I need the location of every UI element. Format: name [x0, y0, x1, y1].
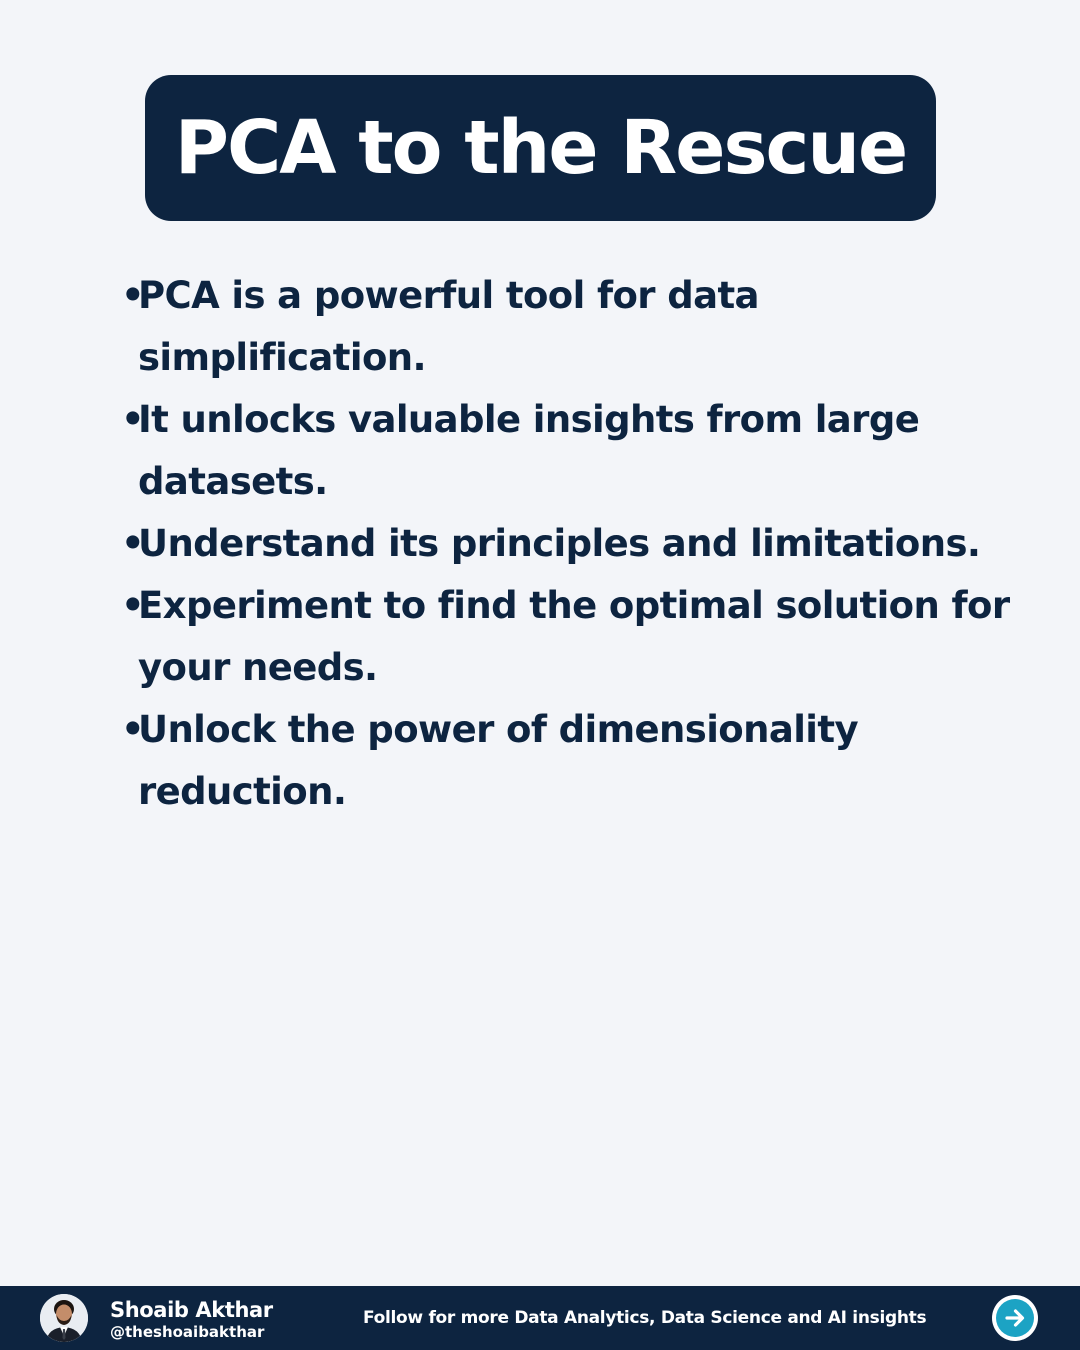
bullet-marker: • [121, 584, 145, 627]
page-title: PCA to the Rescue [174, 105, 907, 191]
bullet-text: Understand its principles and limitations. [138, 522, 981, 565]
list-item [118, 513, 1018, 575]
bullet-marker: • [121, 522, 145, 565]
list-item [118, 699, 1018, 823]
bullet-text: PCA is a powerful tool for data simplification. [138, 274, 759, 379]
bullet-marker: • [121, 398, 145, 441]
arrow-right-circle-icon [996, 1299, 1034, 1337]
list-item [118, 389, 1018, 513]
author-name: Shoaib Akthar [110, 1298, 273, 1322]
list-item [118, 575, 1018, 699]
bullet-text: It unlocks valuable insights from large datasets. [138, 398, 920, 503]
bullet-list [118, 265, 1018, 823]
list-item [118, 265, 1018, 389]
bullet-marker: • [121, 274, 145, 317]
follow-cta-text: Follow for more Data Analytics, Data Science and AI insights [363, 1308, 927, 1328]
bullet-marker: • [121, 708, 145, 751]
title-banner [145, 75, 936, 221]
next-slide-button[interactable] [992, 1295, 1038, 1341]
author-handle: @theshoaibakthar [110, 1323, 265, 1341]
bullet-text: Unlock the power of dimensionality reduction. [138, 708, 858, 813]
avatar [40, 1294, 88, 1342]
person-icon [40, 1294, 88, 1342]
footer-bar [0, 1286, 1080, 1350]
bullet-text: Experiment to find the optimal solution for your needs. [138, 584, 1010, 689]
